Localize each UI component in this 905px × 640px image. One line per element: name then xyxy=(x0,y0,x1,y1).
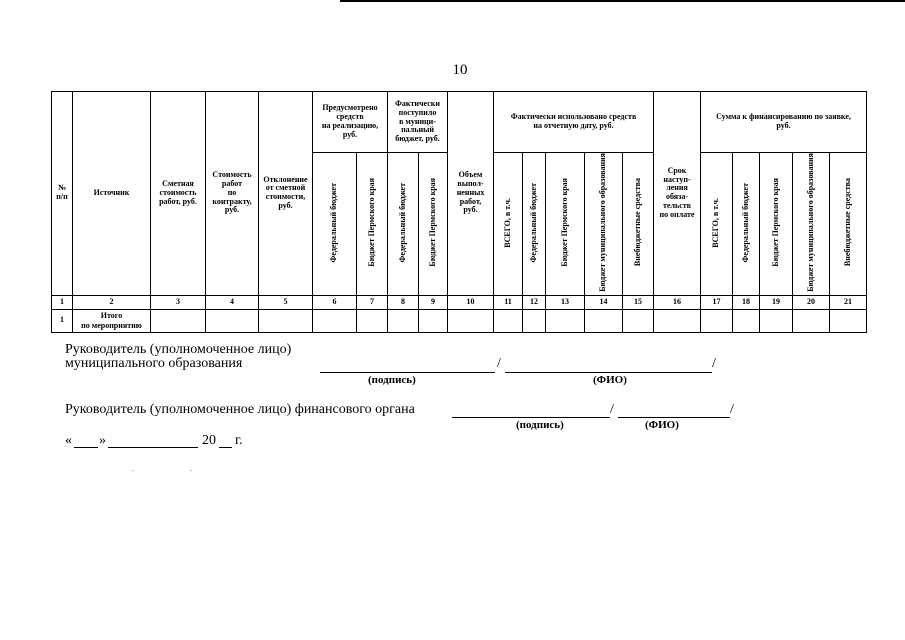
date-month-line[interactable] xyxy=(108,447,198,448)
date-close-quote: » xyxy=(99,433,106,448)
subheader-planned-perm: Бюджет Пермского края xyxy=(357,153,388,296)
slash-1: / xyxy=(497,356,501,371)
header-planned: Предусмотрено средств на реализацию, руб. xyxy=(313,92,388,153)
header-used: Фактически использовано средств на отчетную дату, руб. xyxy=(494,92,654,153)
header-volume: Объем выпол- ненных работ, руб. xyxy=(448,92,494,296)
subheader-request-municipal: Бюджет муниципального образования xyxy=(793,153,830,296)
table-cell xyxy=(448,309,494,332)
slash-1b: / xyxy=(712,356,716,371)
subheader-used-federal: Федеральный бюджет xyxy=(523,153,546,296)
table-cell xyxy=(313,309,357,332)
slash-2b: / xyxy=(730,402,734,417)
signature-caption-2: (подпись) xyxy=(516,419,564,431)
header-request: Сумма к финансированию по заявке, руб. xyxy=(701,92,867,153)
col-number: 19 xyxy=(760,295,793,309)
col-number: 6 xyxy=(313,295,357,309)
table-cell xyxy=(793,309,830,332)
table-cell xyxy=(494,309,523,332)
table-cell xyxy=(357,309,388,332)
col-number: 9 xyxy=(419,295,448,309)
fio-caption-2: (ФИО) xyxy=(645,419,679,431)
subheader-used-offbudget: Внебюджетные средства xyxy=(623,153,654,296)
subheader-used-total: ВСЕГО, в т.ч. xyxy=(494,153,523,296)
col-number: 20 xyxy=(793,295,830,309)
table-cell xyxy=(523,309,546,332)
table-cell xyxy=(623,309,654,332)
col-number: 18 xyxy=(733,295,760,309)
table-cell xyxy=(585,309,623,332)
head-municipal-line2: муниципального образования xyxy=(65,356,243,371)
signature-line-2[interactable] xyxy=(452,417,610,418)
fio-caption-1: (ФИО) xyxy=(593,374,627,386)
fio-line-1[interactable] xyxy=(505,372,712,373)
subheader-request-perm: Бюджет Пермского края xyxy=(760,153,793,296)
subheader-received-federal: Федеральный бюджет xyxy=(388,153,419,296)
col-number: 4 xyxy=(206,295,259,309)
date-day-line[interactable] xyxy=(74,447,98,448)
table-cell xyxy=(206,309,259,332)
row-number: 1 xyxy=(52,309,73,332)
subheader-planned-federal: Федеральный бюджет xyxy=(313,153,357,296)
scan-speck xyxy=(132,470,134,471)
col-number: 17 xyxy=(701,295,733,309)
table-cell xyxy=(388,309,419,332)
date-suffix: г. xyxy=(235,433,243,448)
col-number: 7 xyxy=(357,295,388,309)
table-cell xyxy=(830,309,867,332)
header-contract: Стоимость работ по контракту, руб. xyxy=(206,92,259,296)
head-municipal-line1: Руководитель (уполномоченное лицо) xyxy=(65,342,292,357)
subheader-request-total: ВСЕГО, в т.ч. xyxy=(701,153,733,296)
col-number: 13 xyxy=(546,295,585,309)
col-number: 10 xyxy=(448,295,494,309)
page-number: 10 xyxy=(452,62,468,78)
report-table xyxy=(51,91,867,333)
subheader-request-federal: Федеральный бюджет xyxy=(733,153,760,296)
header-num: № п/п xyxy=(52,92,73,296)
col-number: 12 xyxy=(523,295,546,309)
header-estimate: Сметная стоимость работ, руб. xyxy=(151,92,206,296)
table-cell xyxy=(259,309,313,332)
signature-line-1[interactable] xyxy=(320,372,495,373)
scan-speck xyxy=(190,470,192,471)
col-number: 14 xyxy=(585,295,623,309)
date-year-prefix: 20 xyxy=(202,433,216,448)
col-number: 2 xyxy=(73,295,151,309)
row-label: Итого по мероприятию xyxy=(73,309,151,332)
table-row xyxy=(52,309,867,332)
table-cell xyxy=(151,309,206,332)
header-source: Источник xyxy=(73,92,151,296)
table-cell xyxy=(419,309,448,332)
top-border-line xyxy=(340,0,905,2)
table-cell xyxy=(733,309,760,332)
column-number-row xyxy=(52,295,867,309)
date-open-quote: « xyxy=(65,433,72,448)
subheader-used-perm: Бюджет Пермского края xyxy=(546,153,585,296)
col-number: 15 xyxy=(623,295,654,309)
col-number: 8 xyxy=(388,295,419,309)
col-number: 21 xyxy=(830,295,867,309)
subheader-received-perm: Бюджет Пермского края xyxy=(419,153,448,296)
subheader-used-municipal: Бюджет муниципального образования xyxy=(585,153,623,296)
fio-line-2[interactable] xyxy=(618,417,730,418)
signature-caption-1: (подпись) xyxy=(368,374,416,386)
table-cell xyxy=(701,309,733,332)
date-year-line[interactable] xyxy=(219,447,232,448)
header-deviation: Отклонение от сметной стоимости, руб. xyxy=(259,92,313,296)
slash-2: / xyxy=(610,402,614,417)
table-cell xyxy=(654,309,701,332)
col-number: 3 xyxy=(151,295,206,309)
col-number: 11 xyxy=(494,295,523,309)
subheader-request-offbudget: Внебюджетные средства xyxy=(830,153,867,296)
head-financial-label: Руководитель (уполномоченное лицо) финансового органа xyxy=(65,402,415,417)
col-number: 1 xyxy=(52,295,73,309)
header-received: Фактически поступило в муници- пальный бюджет, руб. xyxy=(388,92,448,153)
table-cell xyxy=(760,309,793,332)
col-number: 16 xyxy=(654,295,701,309)
col-number: 5 xyxy=(259,295,313,309)
header-term: Срок наступ- ления обяза- тельств по оплате xyxy=(654,92,701,296)
table-cell xyxy=(546,309,585,332)
